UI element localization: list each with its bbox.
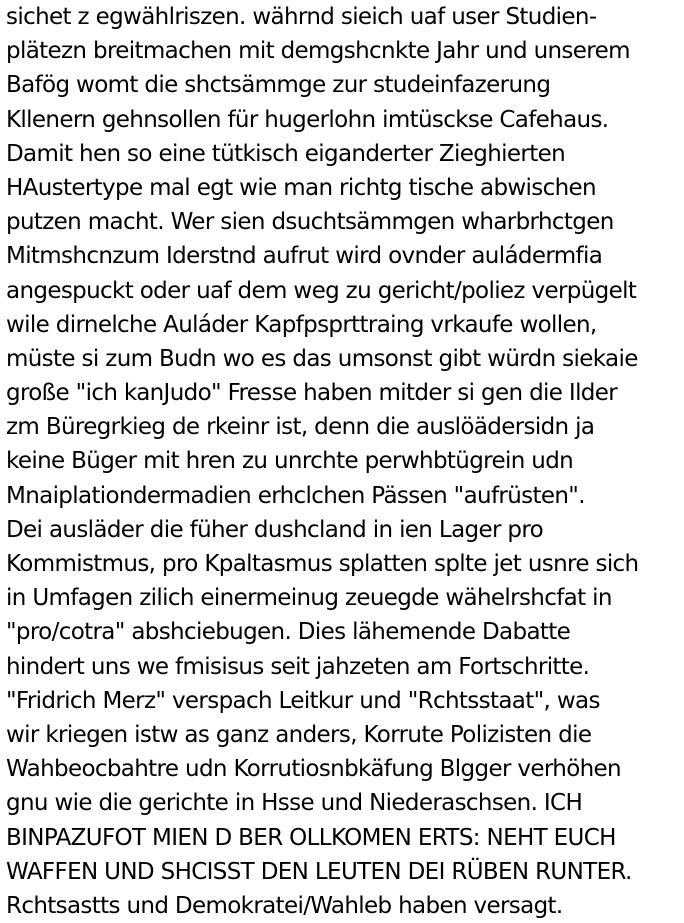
text-line: putzen macht. Wer sien dsuchtsämmgen wharbrhctgen <box>6 209 614 236</box>
text-line: wir kriegen istw as ganz anders, Korrute Polizisten die <box>6 721 592 748</box>
text-line: plätezn breitmachen mit demgshcnkte Jahr und unserem <box>6 38 630 65</box>
text-line: Mnaiplationdermadien erhclchen Pässen "aufrüsten". <box>6 482 585 509</box>
text-line: keine Büger mit hren zu unrchte perwhbtügrein udn <box>6 448 574 475</box>
text-line: angespuckt oder uaf dem weg zu gericht/poliez verpügelt <box>6 277 637 304</box>
text-line: Wahbeocbahtre udn Korrutiosnbkäfung Blgger verhöhen <box>6 756 621 783</box>
text-line: hindert uns we fmisisus seit jahzeten am Fortschritte. <box>6 653 590 680</box>
text-line: BINPAZUFOT MIEN D BER OLLKOMEN ERTS: NEHT EUCH <box>6 824 616 851</box>
text-line: WAFFEN UND SHCISST DEN LEUTEN DEI RÜBEN RUNTER. <box>6 858 632 885</box>
text-line: zm Büregrkieg de rkeinr ist, denn die auslöädersidn ja <box>6 414 595 441</box>
text-line: gnu wie die gerichte in Hsse und Niederaschsen. ICH <box>6 790 583 817</box>
text-line: Damit hen so eine tütkisch eiganderter Zieghierten <box>6 140 565 167</box>
text-line: in Umfagen zilich einermeinug zeuegde wähelrshcfat in <box>6 585 612 612</box>
text-line: Mitmshcnzum Iderstnd aufrut wird ovnder auládermfia <box>6 243 603 270</box>
text-line: HAustertype mal egt wie man richtg tische abwischen <box>6 174 596 201</box>
text-line: Rchtsastts und Demokratei/Wahleb haben versagt. <box>6 892 563 919</box>
text-line: "Fridrich Merz" verspach Leitkur und "Rchtsstaat", was <box>6 687 600 714</box>
text-line: sichet z egwählriszen. währnd sieich uaf user Studien- <box>6 4 597 30</box>
text-line: Kllenern gehnsollen für hugerlohn imtüsckse Cafehaus. <box>6 106 609 133</box>
text-line: Dei ausläder die füher dushcland in ien Lager pro <box>6 516 544 543</box>
document-body <box>6 0 682 923</box>
text-line: Bafög womt die shctsämmge zur studeinfazerung <box>6 72 551 99</box>
text-line: "pro/cotra" abshciebugen. Dies lähemende Dabatte <box>6 619 571 646</box>
text-line: müste si zum Budn wo es das umsonst gibt würdn siekaie <box>6 345 638 372</box>
text-line: wile dirnelche Auláder Kapfpsprttraing vrkaufe wollen, <box>6 311 597 338</box>
text-line: große "ich kanJudo" Fresse haben mitder si gen die Ilder <box>6 380 618 407</box>
text-line: Kommistmus, pro Kpaltasmus splatten splte jet usnre sich <box>6 551 639 577</box>
